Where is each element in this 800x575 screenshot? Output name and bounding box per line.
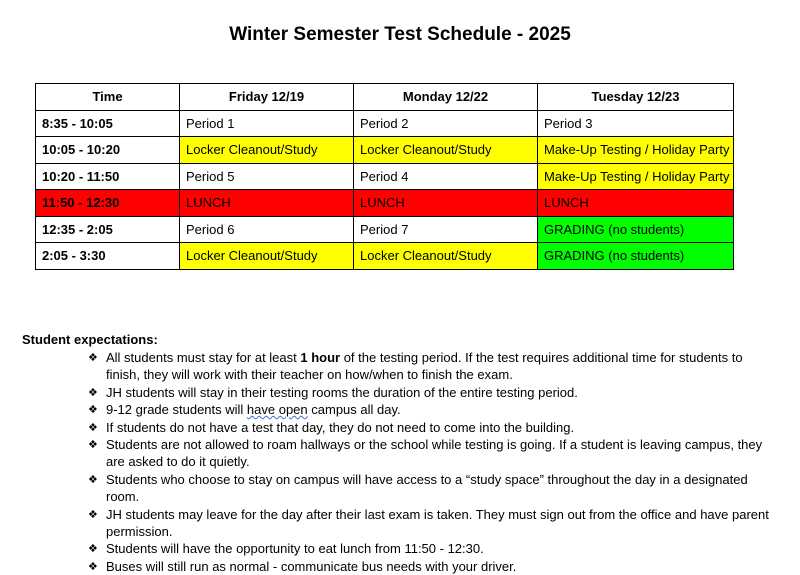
schedule-cell: LUNCH <box>180 190 354 217</box>
schedule-cell: GRADING (no students) <box>538 243 734 270</box>
column-header-tuesday: Tuesday 12/23 <box>538 84 734 111</box>
schedule-cell: Period 3 <box>538 110 734 137</box>
time-cell: 12:35 - 2:05 <box>36 216 180 243</box>
time-cell: 11:50 - 12:30 <box>36 190 180 217</box>
schedule-cell: Make-Up Testing / Holiday Party <box>538 137 734 164</box>
list-item: ❖ Students will have the opportunity to eat lunch from 11:50 - 12:30. <box>88 541 484 557</box>
diamond-bullet-icon: ❖ <box>88 507 98 521</box>
time-cell: 2:05 - 3:30 <box>36 243 180 270</box>
schedule-cell: Locker Cleanout/Study <box>180 137 354 164</box>
table-row <box>36 190 734 217</box>
list-item: ❖ If students do not have a test that day, they do not need to come into the building. <box>88 419 575 435</box>
table-row <box>36 110 734 137</box>
schedule-cell: GRADING (no students) <box>538 216 734 243</box>
list-item: ❖ JH students will stay in their testing rooms the duration of the entire testing period. <box>88 384 578 400</box>
schedule-cell: Period 7 <box>354 216 538 243</box>
expectations-heading: Student expectations: <box>22 332 158 347</box>
diamond-bullet-icon: ❖ <box>88 472 98 486</box>
schedule-cell: Period 2 <box>354 110 538 137</box>
list-item: ❖ Buses will still run as normal - communicate bus needs with your driver. <box>88 558 517 574</box>
list-item: ❖ All students must stay for at least 1 hour of the testing period. If the test requires additional time for students to finish, they will work with their teacher on how/when to finish the exam. <box>88 350 743 383</box>
schedule-cell: Period 6 <box>180 216 354 243</box>
schedule-cell: Locker Cleanout/Study <box>354 243 538 270</box>
table-row <box>36 243 734 270</box>
schedule-cell: Make-Up Testing / Holiday Party <box>538 163 734 190</box>
list-item: ❖ JH students may leave for the day after their last exam is taken. They must sign out from the office and have parent permission. <box>88 506 769 540</box>
diamond-bullet-icon: ❖ <box>88 542 98 556</box>
diamond-bullet-icon: ❖ <box>88 385 98 399</box>
table-row <box>36 163 734 190</box>
schedule-body <box>36 110 734 269</box>
table-header-row <box>36 84 734 111</box>
time-cell: 10:20 - 11:50 <box>36 163 180 190</box>
list-item: ❖ Students are not allowed to roam hallways or the school while testing is going. If a student is leaving campus, they are asked to do it quietly. <box>88 437 763 470</box>
schedule-table <box>35 83 734 270</box>
diamond-bullet-icon: ❖ <box>88 403 98 417</box>
schedule-cell: Period 4 <box>354 163 538 190</box>
page-title: Winter Semester Test Schedule - 2025 <box>229 24 571 45</box>
diamond-bullet-icon: ❖ <box>88 351 98 364</box>
table-row <box>36 216 734 243</box>
list-item: ❖ Students who choose to stay on campus will have access to a “study space” throughout the day in a designated room. <box>88 471 748 505</box>
schedule-cell: Period 1 <box>180 110 354 137</box>
spellcheck-underline: have open <box>246 402 308 418</box>
schedule-cell: Locker Cleanout/Study <box>180 243 354 270</box>
column-header-monday: Monday 12/22 <box>354 84 538 111</box>
column-header-friday: Friday 12/19 <box>180 84 354 111</box>
schedule-cell: Period 5 <box>180 163 354 190</box>
time-cell: 10:05 - 10:20 <box>36 137 180 164</box>
column-header-time: Time <box>36 84 180 111</box>
table-row <box>36 137 734 164</box>
diamond-bullet-icon: ❖ <box>88 559 98 573</box>
expectations-list <box>88 349 778 575</box>
schedule-cell: LUNCH <box>538 190 734 217</box>
list-item: ❖ 9-12 grade students will have open campus all day. <box>88 402 401 418</box>
diamond-bullet-icon: ❖ <box>88 438 98 452</box>
diamond-bullet-icon: ❖ <box>88 420 98 434</box>
time-cell: 8:35 - 10:05 <box>36 110 180 137</box>
schedule-cell: LUNCH <box>354 190 538 217</box>
schedule-cell: Locker Cleanout/Study <box>354 137 538 164</box>
